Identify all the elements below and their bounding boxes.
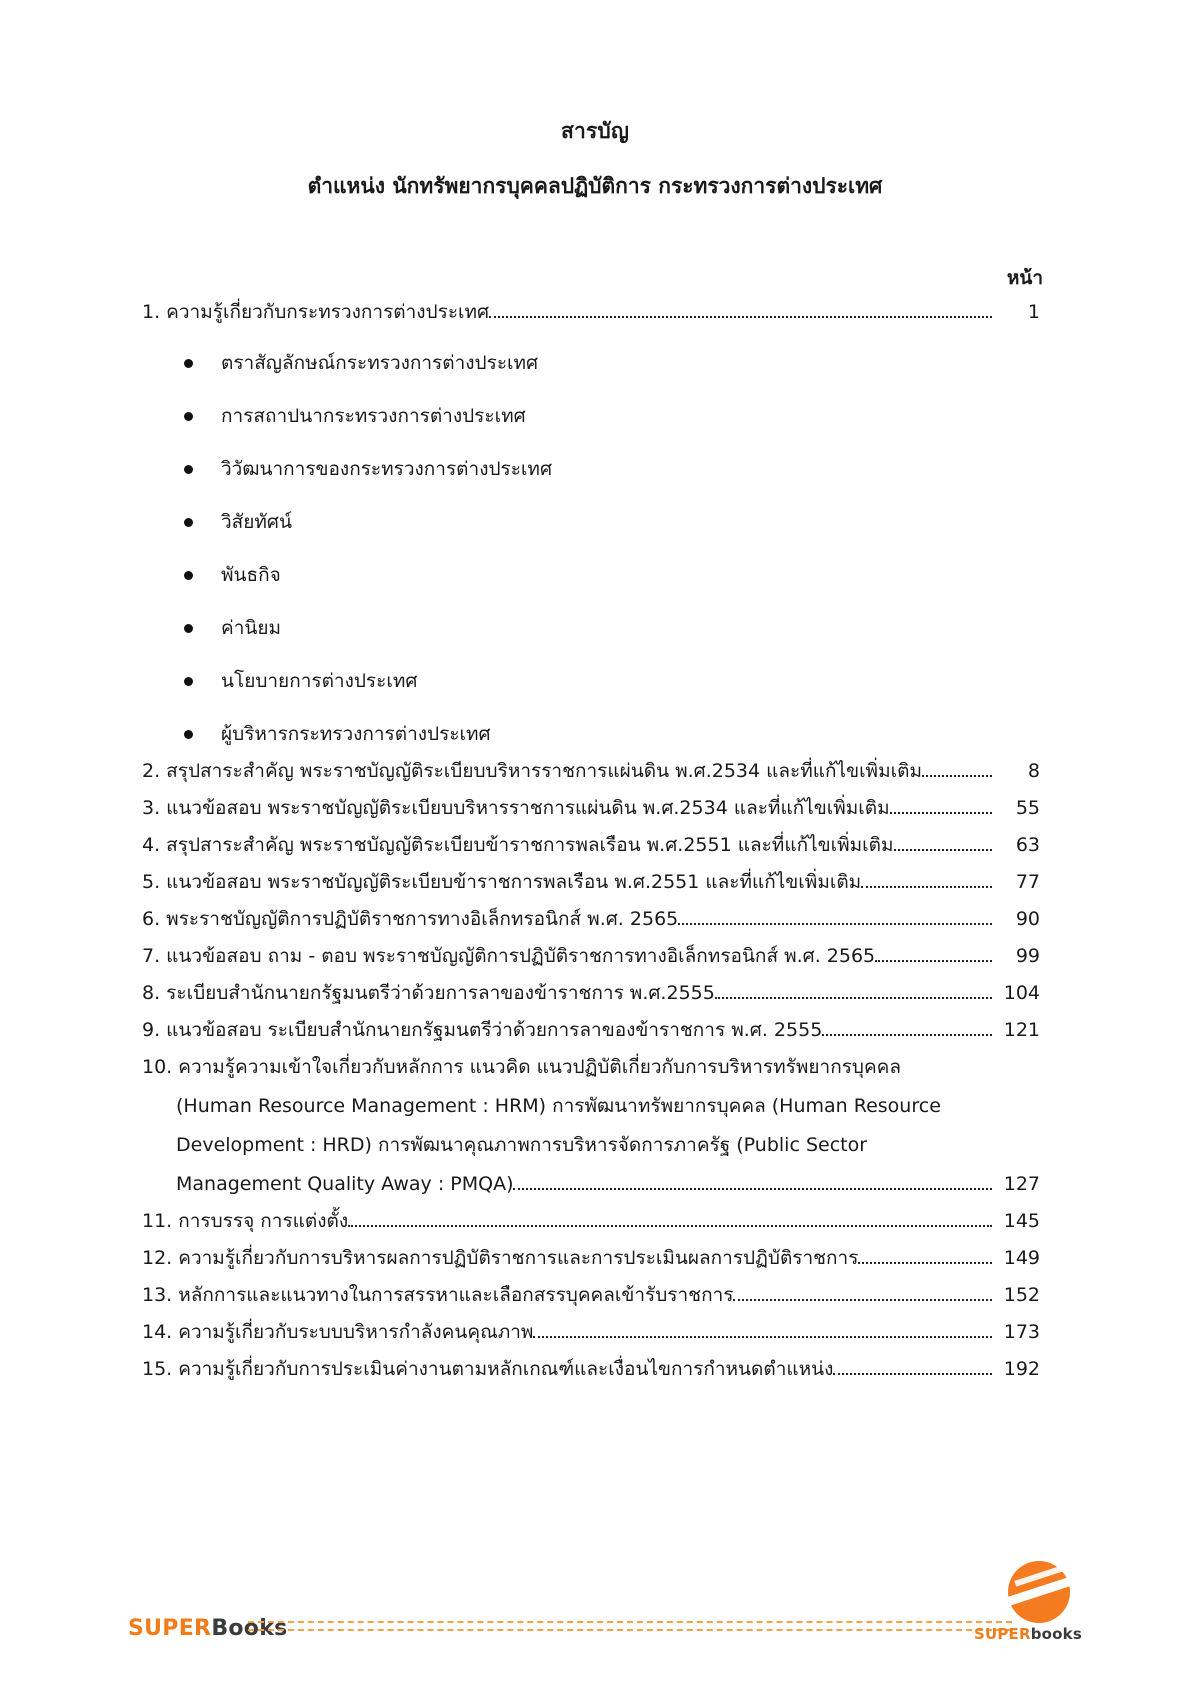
list-item[interactable]: [142, 669, 1040, 692]
list-item-label: วิสัยทัศน์: [221, 510, 292, 533]
toc-entry-page: 77: [1015, 870, 1040, 893]
toc-entry[interactable]: [142, 981, 1040, 1004]
list-item-label: ผู้บริหารกระทรวงการต่างประเทศ: [221, 722, 491, 745]
footer-divider: [248, 1621, 1012, 1631]
footer-brand-suffix: Books: [211, 1616, 288, 1641]
toc-entry-page: 63: [1015, 833, 1040, 856]
toc-entry[interactable]: [142, 759, 1040, 782]
toc-entry-label-line: (Human Resource Management : HRM) การพัฒนาทรัพยากรบุคคล (Human Resource: [176, 1094, 941, 1117]
list-item[interactable]: [142, 722, 1040, 745]
superbooks-logo-icon: [1008, 1561, 1070, 1623]
dot-leader: [890, 811, 992, 814]
dot-leader: [861, 885, 992, 888]
dot-leader: [894, 848, 992, 851]
bullet-dot-icon: [184, 624, 193, 633]
dot-leader: [858, 1261, 992, 1264]
toc-entry-page: 8: [1027, 759, 1040, 782]
toc-entry-label: 9. แนวข้อสอบ ระเบียบสำนักนายกรัฐมนตรีว่าด้วยการลาของข้าราชการ พ.ศ. 2555: [142, 1018, 823, 1041]
toc-entry[interactable]: [142, 944, 1040, 967]
toc-entry[interactable]: [142, 796, 1040, 819]
list-item[interactable]: [142, 510, 1040, 533]
toc-entry-last-line: [142, 1172, 1040, 1195]
toc-entry-label: 11. การบรรจุ การแต่งตั้ง: [142, 1209, 349, 1232]
dot-leader: [822, 1033, 992, 1036]
toc-entry[interactable]: [142, 1209, 1040, 1232]
toc-entry-page: 1: [1027, 300, 1040, 323]
dot-leader: [833, 1372, 992, 1375]
bullet-dot-icon: [184, 412, 193, 421]
dot-leader: [348, 1224, 992, 1227]
toc-entry-label: 14. ความรู้เกี่ยวกับระบบบริหารกำลังคนคุณภาพ: [142, 1320, 534, 1343]
bullet-dot-icon: [184, 518, 193, 527]
toc-entry-label: 5. แนวข้อสอบ พระราชบัญญัติระเบียบข้าราชการพลเรือน พ.ศ.2551 และที่แก้ไขเพิ่มเติม: [142, 870, 862, 893]
toc-entry[interactable]: [142, 1018, 1040, 1041]
bullet-dot-icon: [184, 677, 193, 686]
toc-entry-label: 6. พระราชบัญญัติการปฏิบัติราชการทางอิเล็กทรอนิกส์ พ.ศ. 2565: [142, 907, 679, 930]
dot-leader: [733, 1298, 992, 1301]
toc-entry-label: 4. สรุปสาระสำคัญ พระราชบัญญัติระเบียบข้าราชการพลเรือน พ.ศ.2551 และที่แก้ไขเพิ่มเติม: [142, 833, 894, 856]
toc-entry[interactable]: [142, 1055, 1040, 1195]
dot-leader: [875, 959, 992, 962]
bullet-dot-icon: [184, 465, 193, 474]
toc-entry-page: 145: [1003, 1209, 1040, 1232]
list-item[interactable]: [142, 404, 1040, 427]
list-item-label: นโยบายการต่างประเทศ: [221, 669, 418, 692]
bullet-dot-icon: [184, 571, 193, 580]
dot-leader: [533, 1335, 992, 1338]
toc-entry-label-line: Development : HRD) การพัฒนาคุณภาพการบริหารจัดการภาครัฐ (Public Sector: [176, 1133, 868, 1156]
page-footer: [0, 1533, 1190, 1683]
toc-entry-page: 152: [1003, 1283, 1040, 1306]
toc-entry-label-line: 10. ความรู้ความเข้าใจเกี่ยวกับหลักการ แนวคิด แนวปฏิบัติเกี่ยวกับการบริหารทรัพยากรบุคคล: [142, 1055, 902, 1078]
toc-entry-page: 149: [1003, 1246, 1040, 1269]
footer-logo-prefix: SUPER: [973, 1625, 1031, 1643]
toc-entry-page: 173: [1003, 1320, 1040, 1343]
dot-leader: [922, 774, 992, 777]
toc-entry[interactable]: [142, 1320, 1040, 1343]
toc-bullet-list: [142, 351, 1040, 745]
footer-logo-text: [974, 1625, 1082, 1643]
toc-entry-label: 15. ความรู้เกี่ยวกับการประเมินค่างานตามหลักเกณฑ์และเงื่อนไขการกำหนดตำแหน่ง: [142, 1357, 834, 1380]
toc-entry[interactable]: [142, 1283, 1040, 1306]
toc-entry-label: 3. แนวข้อสอบ พระราชบัญญัติระเบียบบริหารราชการแผ่นดิน พ.ศ.2534 และที่แก้ไขเพิ่มเติม: [142, 796, 890, 819]
dot-leader: [715, 996, 992, 999]
list-item-label: พันธกิจ: [221, 563, 281, 586]
toc-entry-page: 192: [1003, 1357, 1040, 1380]
footer-logo-suffix: books: [1030, 1625, 1082, 1643]
dot-leader: [678, 922, 992, 925]
list-item-label: วิวัฒนาการของกระทรวงการต่างประเทศ: [221, 457, 553, 480]
bullet-dot-icon: [184, 730, 193, 739]
table-of-contents: [0, 300, 1190, 1380]
toc-entry-page: 99: [1015, 944, 1040, 967]
list-item[interactable]: [142, 457, 1040, 480]
toc-entry-label: 2. สรุปสาระสำคัญ พระราชบัญญัติระเบียบบริหารราชการแผ่นดิน พ.ศ.2534 และที่แก้ไขเพิ่มเติม: [142, 759, 922, 782]
toc-entry-label: 7. แนวข้อสอบ ถาม - ตอบ พระราชบัญญัติการปฏิบัติราชการทางอิเล็กทรอนิกส์ พ.ศ. 2565: [142, 944, 876, 967]
list-item-label: ค่านิยม: [221, 616, 282, 639]
page-title: สารบัญ: [560, 119, 630, 143]
list-item[interactable]: [142, 351, 1040, 374]
toc-entry-label-line: Management Quality Away : PMQA): [176, 1172, 514, 1195]
toc-entry[interactable]: [142, 833, 1040, 856]
toc-entry-page: 104: [1003, 981, 1040, 1004]
page-column-header: หน้า: [1006, 266, 1043, 289]
toc-entry[interactable]: [142, 870, 1040, 893]
toc-entry-page: 55: [1015, 796, 1040, 819]
dot-leader: [489, 315, 992, 318]
toc-entry[interactable]: [142, 300, 1040, 323]
toc-entry-page: 90: [1015, 907, 1040, 930]
toc-entry-label: 8. ระเบียบสำนักนายกรัฐมนตรีว่าด้วยการลาของข้าราชการ พ.ศ.2555: [142, 981, 715, 1004]
list-item-label: ตราสัญลักษณ์กระทรวงการต่างประเทศ: [221, 351, 539, 374]
toc-entry[interactable]: [142, 1246, 1040, 1269]
list-item[interactable]: [142, 563, 1040, 586]
dot-leader: [513, 1187, 992, 1190]
toc-entry-label: 13. หลักการและแนวทางในการสรรหาและเลือกสรรบุคคลเข้ารับราชการ: [142, 1283, 734, 1306]
toc-entry-page: 121: [1003, 1018, 1040, 1041]
toc-entry-label: 12. ความรู้เกี่ยวกับการบริหารผลการปฏิบัติราชการและการประเมินผลการปฏิบัติราชการ: [142, 1246, 859, 1269]
page-subtitle: ตำแหน่ง นักทรัพยากรบุคคลปฏิบัติการ กระทรวงการต่างประเทศ: [307, 174, 883, 199]
toc-entry-label: 1. ความรู้เกี่ยวกับกระทรวงการต่างประเทศ: [142, 300, 490, 323]
list-item-label: การสถาปนากระทรวงการต่างประเทศ: [221, 404, 526, 427]
list-item[interactable]: [142, 616, 1040, 639]
toc-entry[interactable]: [142, 907, 1040, 930]
footer-brand-prefix: SUPER: [128, 1616, 212, 1641]
page-column-header-row: [0, 263, 1190, 293]
toc-entry[interactable]: [142, 1357, 1040, 1380]
bullet-dot-icon: [184, 359, 193, 368]
toc-entry-page: 127: [1003, 1172, 1040, 1195]
